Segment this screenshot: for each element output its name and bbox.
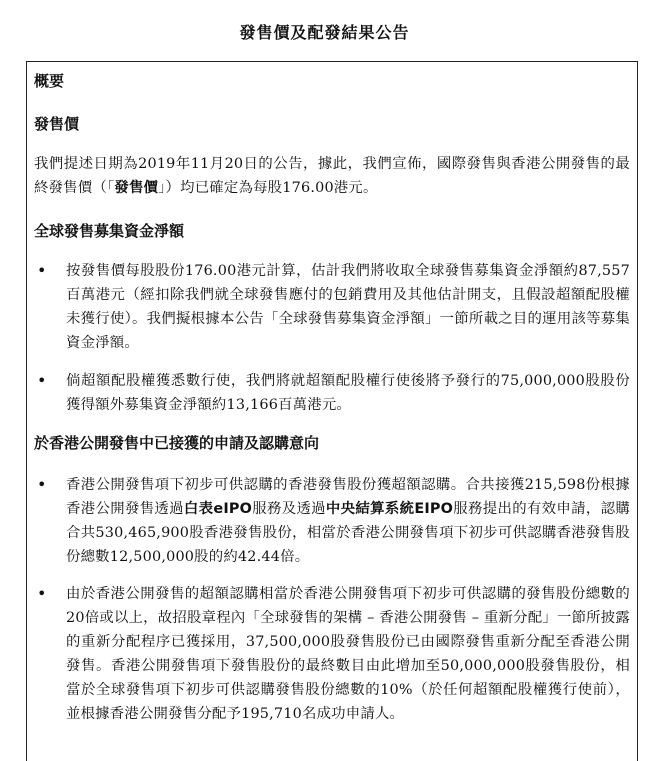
applications-heading: 於香港公開發售中已接獲的申請及認購意向 — [34, 434, 320, 452]
applications-bullet-1-part-3: 服務提出的有效申請，認購合共530,465,900股香港發售股份，相當於香港公開發售項下初步可供認購香港發售股份總數12,500,000股的約42.44倍。 — [66, 501, 630, 565]
offer-price-heading: 發售價 — [34, 115, 80, 133]
offer-price-text-2: 」）均已確定為每股176.00港元。 — [158, 180, 378, 196]
applications-bullet-1-part-1: 香港公開發售項下初步可供認購的香港發售股份獲超額認購。合共接獲215,598份根據香港公開發售透過 — [66, 477, 630, 517]
offer-price-term: 發售價 — [114, 180, 159, 196]
offer-price-paragraph — [34, 152, 630, 200]
net-proceeds-heading: 全球發售募集資金淨額 — [34, 222, 185, 240]
bullet-marker: • — [37, 475, 47, 494]
ccass-eipo-term: 中央結算系統EIPO — [325, 501, 454, 517]
bullet-marker: • — [37, 584, 47, 603]
offer-price-text-1: 我們提述日期為2019年11月20日的公告，據此，我們宣佈，國際發售與香港公開發售的最終發售價（「 — [34, 156, 630, 196]
net-proceeds-bullet-1: 按發售價每股股份176.00港元計算，估計我們將收取全球發售募集資金淨額約87,557百萬港元（經扣除我們就全球發售應付的包銷費用及其他估計開支，且假設超額配股權未獲行使）。我們擬根據本公告「全球發售募集資金淨額」一節所載之目的運用該等募集資金淨額。 — [66, 263, 630, 351]
net-proceeds-bullet-2: 倘超額配股權獲悉數行使，我們將就超額配股權行使後將予發行的75,000,000股股份獲得額外募集資金淨額約13,166百萬港元。 — [66, 373, 630, 413]
applications-bullet-1-part-2: 服務及透過 — [252, 501, 326, 517]
white-form-eipo-term: 白表eIPO — [183, 501, 253, 517]
document-title: 發售價及配發結果公告 — [239, 23, 410, 42]
bullet-marker: • — [37, 371, 47, 390]
bullet-marker: • — [37, 261, 47, 280]
applications-bullet-1 — [66, 473, 630, 569]
summary-heading: 概要 — [34, 72, 65, 90]
applications-bullet-2: 由於香港公開發售的超額認購相當於香港公開發售項下初步可供認購的發售股份總數的20倍或以上，故招股章程內「全球發售的架構 – 香港公開發售 – 重新分配」一節所披露的重新分配程序已獲採用，37,500,000股發售股份已由國際發售重新分配至香港公開發售。香港公開發售項下發售股份的最終數目由此增加至50,000,000股發售股份，相當於全球發售項下初步可供認購發售股份總數的10%（於任何超額配股權獲行使前），並根據香港公開發售分配予195,710名成功申請人。 — [66, 586, 630, 722]
